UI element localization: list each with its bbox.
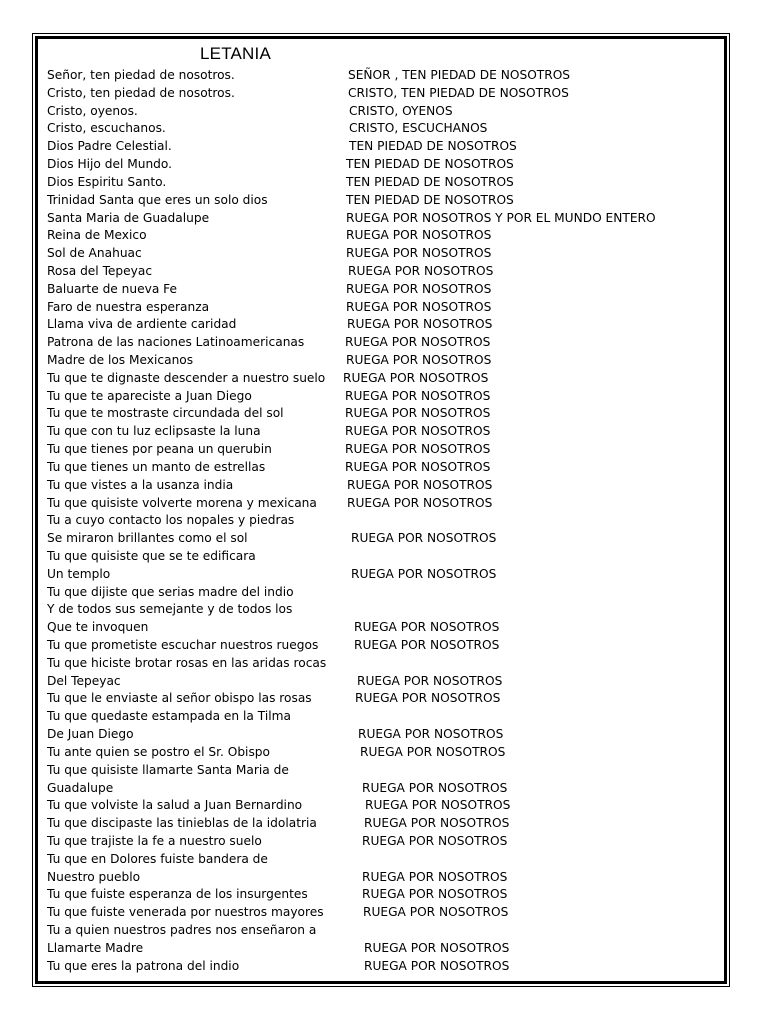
response-text: RUEGA POR NOSOTROS (354, 638, 500, 652)
response-text: RUEGA POR NOSOTROS (362, 833, 508, 848)
litany-line (47, 833, 727, 851)
invocation-text: Reina de Mexico (47, 228, 147, 243)
invocation-text: Tu que con tu luz eclipsaste la luna (47, 424, 261, 439)
invocation-text: Que te invoquen (47, 620, 149, 635)
litany-line (47, 103, 727, 121)
litany-line (47, 815, 727, 833)
response-text: RUEGA POR NOSOTROS (347, 317, 493, 332)
litany-line (47, 637, 727, 655)
litany-line (47, 940, 727, 958)
invocation-text: Tu que trajiste la fe a nuestro suelo (47, 833, 262, 848)
response-text: TEN PIEDAD DE NOSOTROS (346, 157, 514, 172)
invocation-text: Tu que hiciste brotar rosas en las aridas rocas (47, 655, 327, 670)
response-text: RUEGA POR NOSOTROS (362, 869, 508, 884)
response-text: CRISTO, OYENOS (349, 103, 453, 118)
response-text: RUEGA POR NOSOTROS Y POR EL MUNDO ENTERO (346, 210, 656, 225)
litany-line (47, 245, 727, 263)
litany-line (47, 869, 727, 887)
invocation-text: Guadalupe (47, 780, 114, 795)
response-text: RUEGA POR NOSOTROS (346, 299, 492, 314)
invocation-text: Cristo, escuchanos. (47, 121, 166, 136)
response-text: RUEGA POR NOSOTROS (355, 691, 501, 706)
invocation-text: Tu ante quien se postro el Sr. Obispo (47, 744, 270, 759)
litany-line (47, 584, 727, 602)
invocation-text: Cristo, ten piedad de nosotros. (47, 85, 235, 100)
litany-line (47, 690, 727, 708)
litany-line (47, 530, 727, 548)
invocation-text: Madre de los Mexicanos (47, 353, 194, 367)
litany-line (47, 566, 727, 584)
invocation-text: Un templo (47, 566, 111, 581)
litany-line (47, 548, 727, 566)
invocation-text: Y de todos sus semejante y de todos los (47, 602, 293, 617)
litany-line (47, 138, 727, 156)
litany-line (47, 477, 727, 495)
response-text: RUEGA POR NOSOTROS (346, 228, 492, 243)
invocation-text: Tu que te dignaste descender a nuestro suelo (47, 370, 326, 385)
litany-line (47, 762, 727, 780)
litany-line (47, 958, 727, 976)
response-text: RUEGA POR NOSOTROS (348, 263, 494, 278)
litany-line (47, 334, 727, 352)
invocation-text: Tu que quisiste volverte morena y mexicana (47, 495, 317, 510)
response-text: CRISTO, TEN PIEDAD DE NOSOTROS (348, 85, 569, 100)
invocation-text: Tu que tienes un manto de estrellas (47, 459, 266, 474)
litany-line (47, 210, 727, 228)
litany-line (47, 316, 727, 334)
litany-line (47, 673, 727, 691)
response-text: SEÑOR , TEN PIEDAD DE NOSOTROS (348, 68, 571, 82)
litany-line (47, 459, 727, 477)
litany-line (47, 281, 727, 299)
response-text: RUEGA POR NOSOTROS (364, 958, 510, 973)
litany-line (47, 388, 727, 406)
invocation-text: Llama viva de ardiente caridad (47, 317, 237, 332)
invocation-text: Señor, ten piedad de nosotros. (47, 68, 235, 82)
invocation-text: De Juan Diego (47, 727, 134, 742)
response-text: RUEGA POR NOSOTROS (346, 353, 492, 367)
response-text: RUEGA POR NOSOTROS (364, 940, 510, 955)
litany-line (47, 708, 727, 726)
litany-line (47, 904, 727, 922)
invocation-text: Santa Maria de Guadalupe (47, 210, 210, 225)
response-text: RUEGA POR NOSOTROS (351, 566, 497, 581)
litany-line (47, 156, 727, 174)
response-text: RUEGA POR NOSOTROS (346, 246, 492, 261)
litany-line (47, 619, 727, 637)
response-text: CRISTO, ESCUCHANOS (349, 121, 488, 136)
response-text: RUEGA POR NOSOTROS (360, 744, 506, 759)
invocation-text: Dios Hijo del Mundo. (47, 157, 173, 172)
invocation-text: Tu a quien nuestros padres nos enseñaron a (47, 923, 317, 937)
invocation-text: Trinidad Santa que eres un solo dios (47, 192, 268, 207)
invocation-text: Tu que te apareciste a Juan Diego (47, 388, 252, 403)
litany-line (47, 370, 727, 388)
invocation-text: Cristo, oyenos. (47, 103, 138, 118)
invocation-text: Tu que le enviaste al señor obispo las rosas (47, 691, 312, 706)
invocation-text: Tu que tienes por peana un querubin (47, 442, 272, 457)
invocation-text: Tu que quisiste llamarte Santa Maria de (47, 762, 289, 777)
litany-line (47, 441, 727, 459)
response-text: RUEGA POR NOSOTROS (364, 816, 510, 831)
invocation-text: Baluarte de nueva Fe (47, 281, 178, 296)
invocation-text: Dios Espiritu Santo. (47, 174, 167, 189)
litany-list (47, 67, 727, 975)
litany-line (47, 886, 727, 904)
invocation-text: Tu que eres la patrona del indio (47, 958, 240, 973)
response-text: RUEGA POR NOSOTROS (347, 477, 493, 492)
response-text: TEN PIEDAD DE NOSOTROS (349, 139, 517, 154)
response-text: RUEGA POR NOSOTROS (351, 531, 497, 546)
litany-line (47, 512, 727, 530)
response-text: RUEGA POR NOSOTROS (347, 495, 493, 510)
litany-line (47, 655, 727, 673)
litany-line (47, 120, 727, 138)
litany-line (47, 726, 727, 744)
litany-line (47, 405, 727, 423)
invocation-text: Nuestro pueblo (47, 869, 141, 884)
invocation-text: Tu que discipaste las tinieblas de la idolatria (47, 816, 317, 831)
litany-line (47, 423, 727, 441)
litany-line (47, 299, 727, 317)
litany-line (47, 263, 727, 281)
invocation-text: Dios Padre Celestial. (47, 139, 172, 154)
response-text: RUEGA POR NOSOTROS (345, 442, 491, 457)
litany-line (47, 174, 727, 192)
invocation-text: Faro de nuestra esperanza (47, 299, 210, 314)
invocation-text: Tu a cuyo contacto los nopales y piedras (47, 513, 295, 528)
response-text: RUEGA POR NOSOTROS (345, 459, 491, 474)
litany-line (47, 192, 727, 210)
response-text: RUEGA POR NOSOTROS (362, 887, 508, 902)
invocation-text: Tu que fuiste venerada por nuestros mayores (47, 905, 324, 920)
litany-line (47, 922, 727, 940)
litany-line (47, 85, 727, 103)
invocation-text: Patrona de las naciones Latinoamericanas (47, 335, 305, 350)
litany-line (47, 797, 727, 815)
litany-line (47, 495, 727, 513)
response-text: RUEGA POR NOSOTROS (345, 335, 491, 350)
invocation-text: Tu que vistes a la usanza india (47, 477, 234, 492)
litany-line (47, 780, 727, 798)
response-text: RUEGA POR NOSOTROS (357, 673, 503, 688)
invocation-text: Tu que fuiste esperanza de los insurgentes (47, 887, 308, 902)
invocation-text: Tu que prometiste escuchar nuestros ruegos (47, 638, 319, 652)
response-text: RUEGA POR NOSOTROS (362, 780, 508, 795)
response-text: RUEGA POR NOSOTROS (358, 727, 504, 742)
response-text: RUEGA POR NOSOTROS (346, 281, 492, 296)
document-title: LETANIA (200, 44, 271, 63)
response-text: RUEGA POR NOSOTROS (345, 388, 491, 403)
litany-line (47, 744, 727, 762)
response-text: RUEGA POR NOSOTROS (343, 370, 489, 385)
response-text: RUEGA POR NOSOTROS (365, 798, 511, 813)
invocation-text: Llamarte Madre (47, 940, 144, 955)
invocation-text: Tu que en Dolores fuiste bandera de (47, 851, 268, 866)
response-text: RUEGA POR NOSOTROS (345, 406, 491, 421)
response-text: RUEGA POR NOSOTROS (363, 905, 509, 920)
invocation-text: Se miraron brillantes como el sol (47, 531, 248, 546)
response-text: RUEGA POR NOSOTROS (354, 620, 500, 635)
invocation-text: Rosa del Tepeyac (47, 263, 153, 278)
response-text: TEN PIEDAD DE NOSOTROS (346, 192, 514, 207)
litany-line (47, 851, 727, 869)
invocation-text: Tu que quisiste que se te edificara (47, 548, 256, 563)
invocation-text: Tu que volviste la salud a Juan Bernardino (47, 798, 303, 813)
invocation-text: Del Tepeyac (47, 673, 121, 688)
invocation-text: Tu que te mostraste circundada del sol (47, 406, 284, 421)
response-text: RUEGA POR NOSOTROS (345, 424, 491, 439)
litany-line (47, 67, 727, 85)
response-text: TEN PIEDAD DE NOSOTROS (346, 174, 514, 189)
invocation-text: Tu que quedaste estampada en la Tilma (47, 709, 291, 724)
litany-line (47, 601, 727, 619)
litany-line (47, 352, 727, 370)
invocation-text: Sol de Anahuac (47, 246, 142, 261)
invocation-text: Tu que dijiste que serias madre del indio (47, 584, 294, 599)
litany-line (47, 227, 727, 245)
